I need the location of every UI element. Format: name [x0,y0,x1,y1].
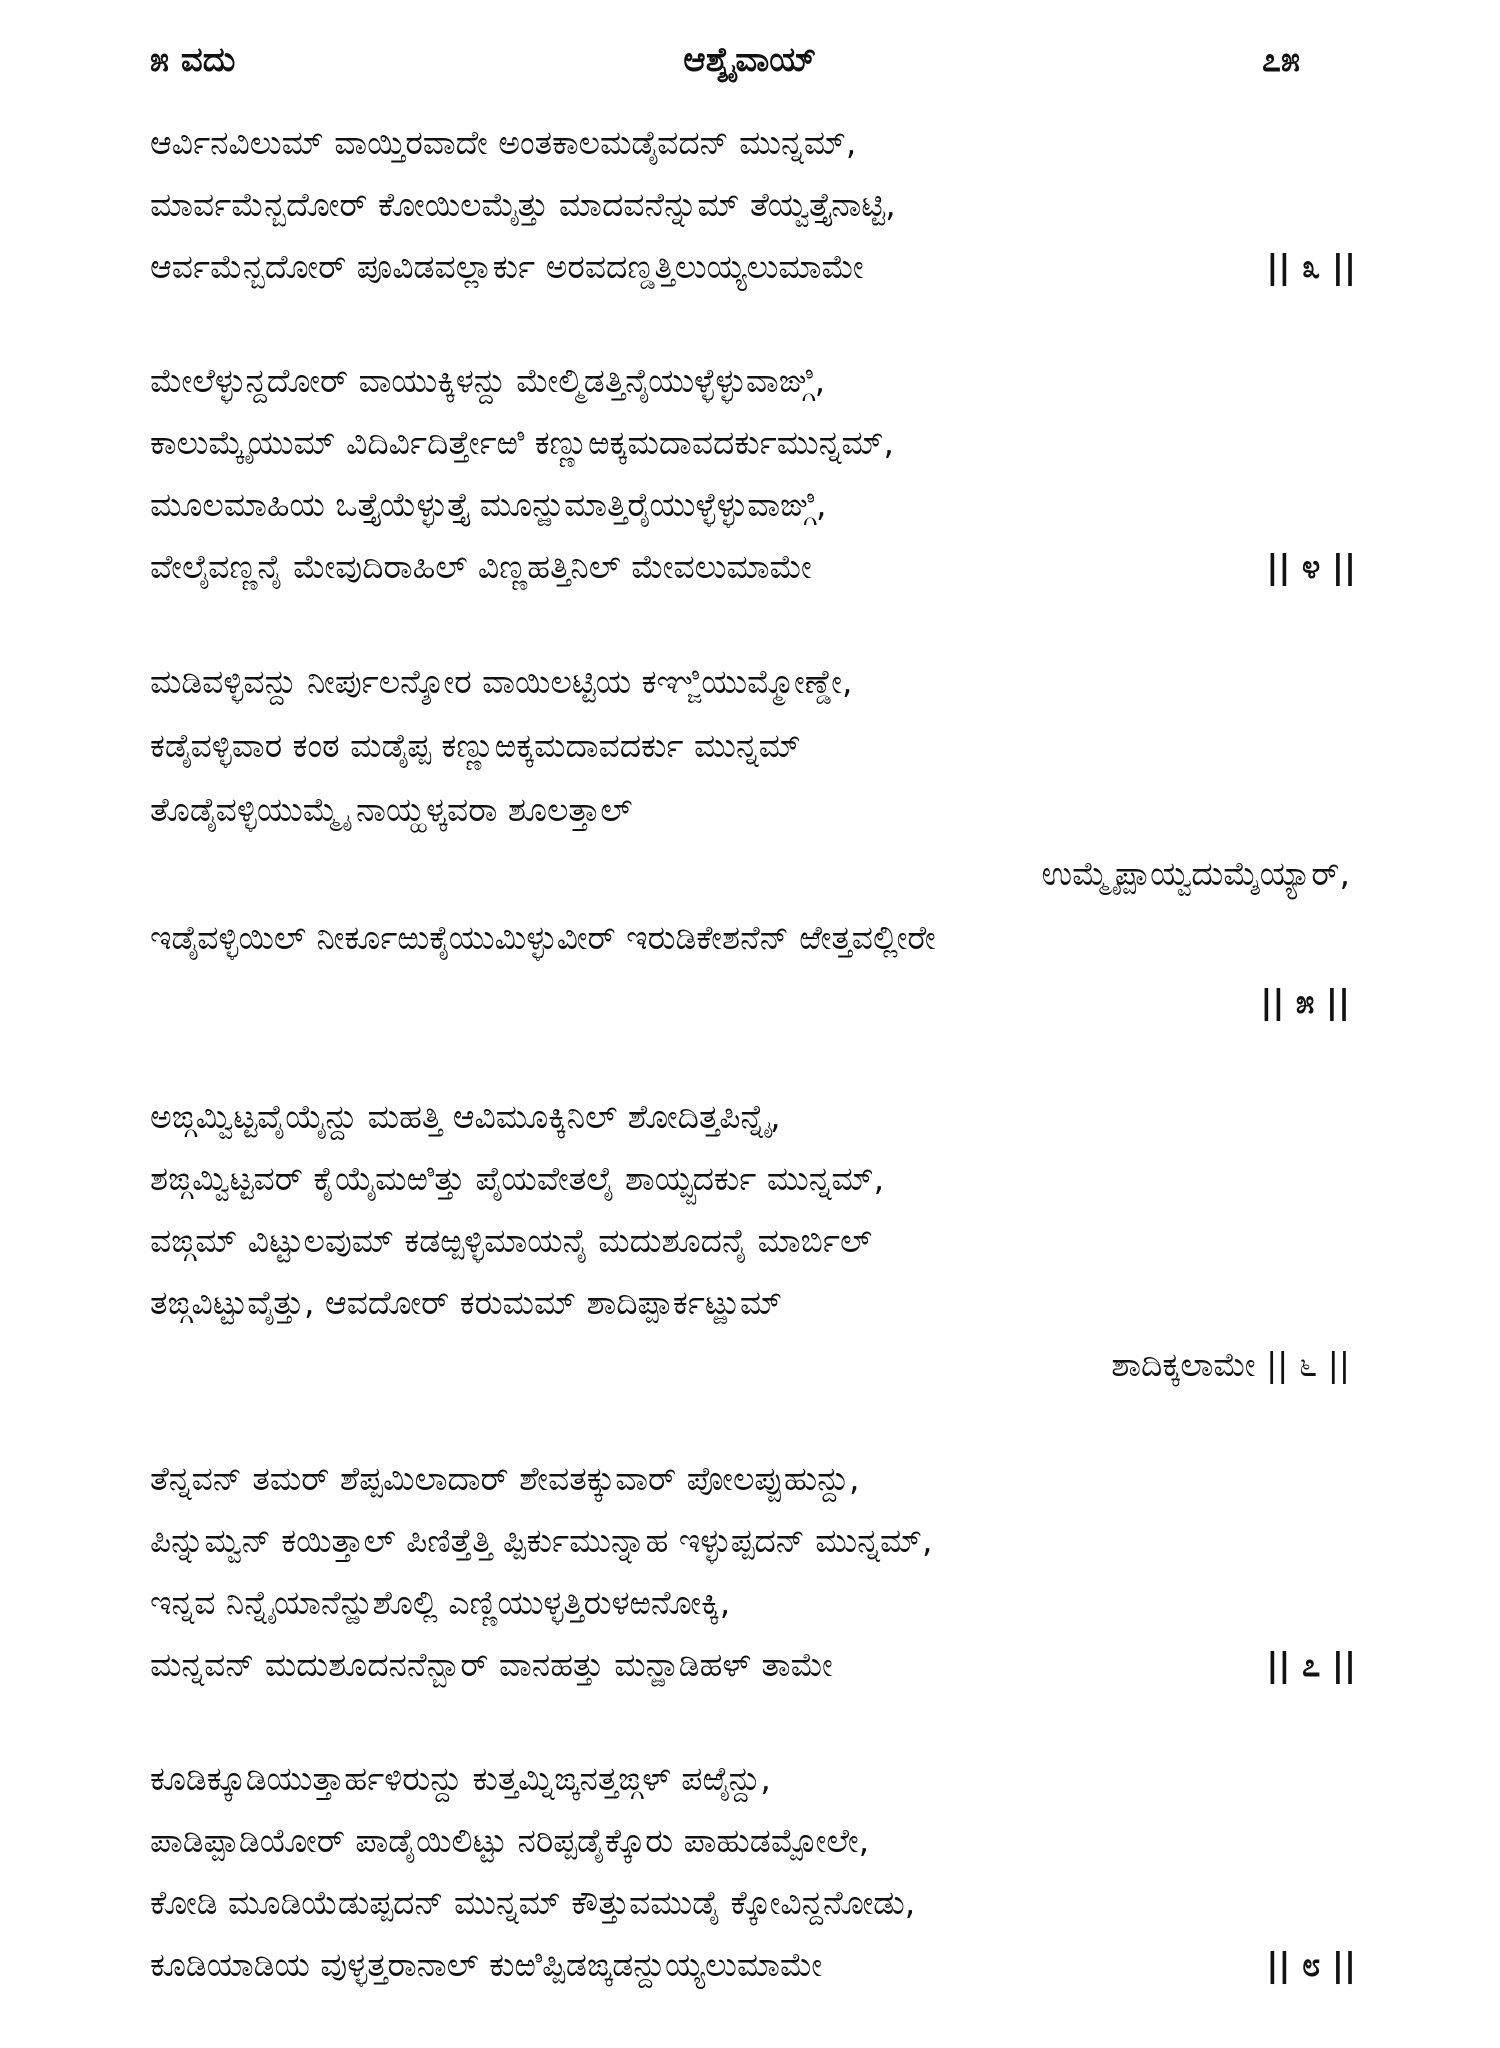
stanza-3 [150,112,1356,298]
verse-number: || ೬ || [1266,1345,1350,1384]
stanza-7 [150,1448,1356,1696]
verse-line: ಮಾರ್ವಮೆನ್ಬದೋರ್ ಕೋಯಿಲಮೈತ್ತು ಮಾದವನೆನ್ನುಮ್ ತೆಯ್ವತ್ತೈನಾಟ್ಟಿ, [150,185,896,224]
verse-number: || ೩ || [1266,247,1356,286]
verse-line: ಇನ್ನವ ನಿನ್ನೈಯಾನೆನ್ಱುಶೊಲ್ಲಿ ಎಣ್ಣಿಯುಳ್ಳತ್ತಿರುಳಱನೋಕ್ಕಿ, [150,1583,731,1622]
verse-line: ಅಙ್ಗಮ್ವಿಟ್ಟವೈಯೈನ್ದು ಮಹತ್ತಿ ಆವಿಮೂಕ್ಕಿನಿಲ್ ಶೋದಿತ್ತಪಿನ್ನೈ, [150,1097,781,1136]
verse-line [150,1634,1356,1696]
page-title: ಆಶ್ಶೈವಾಯ್ [683,40,817,80]
verse-line-text: ಕೂಡಿಯಾಡಿಯ ವುಳ್ಳತ್ತರಾನಾಲ್ ಕುಱಿಪ್ಪಿಡಙ್ಕಡನ್ದುಯ್ಯಲುಮಾಮೇ [150,1945,823,1984]
verse-line: ಕಾಲುಮ್ಕೈಯುಮ್ ವಿದಿರ್ವಿದಿರ್ತ್ತೇಱಿ ಕಣ್ಣುಱಕ್ಕಮದಾವದರ್ಕುಮುನ್ನಮ್, [150,423,895,462]
verse-line-text: ಮನ್ನವನ್ ಮದುಶೂದನನೆನ್ಬಾರ್ ವಾನಹತ್ತು ಮನ್ಱಾಡಿಹಳ್ ತಾಮೇ [150,1645,833,1684]
verse-line: ಆರ್ವಿನವಿಲುಮ್ ವಾಯ್ತಿರವಾದೇ ಅಂತಕಾಲಮಡೈವದನ್ ಮುನ್ನಮ್, [150,123,857,162]
verse-line [150,1934,1356,1996]
verse-line: ತೊಡೈವಳ್ಳಿಯುಮ್ಮೈ ನಾಯ್ಹಳ್ಕವರಾ ಶೂಲತ್ತಾಲ್ [150,790,633,829]
verse-number: || ೮ || [1266,1945,1356,1984]
page-header [0,40,1500,100]
verse-line: ತೆನ್ನವನ್ ತಮರ್ ಶೆಪ್ಪಮಿಲಾದಾರ್ ಶೇವತಕ್ಕುವಾರ್ ಪೋಲಪ್ಪುಹುನ್ದು, [150,1459,860,1498]
verse-line: ಕೋಡಿ ಮೂಡಿಯೆಡುಪ್ಪದನ್ ಮುನ್ನಮ್ ಕೌತ್ತುವಮುಡೈ ಕ್ಕೋವಿನ್ದನೋಡು, [150,1883,916,1922]
verse-line-text: ವೇಲೈವಣ್ಣನೈ ಮೇವುದಿರಾಹಿಲ್ ವಿಣ್ಣಹತ್ತಿನಿಲ್ ಮೇವಲುಮಾಮೇ [150,547,812,586]
verse-line: ಶಙ್ಗಮ್ವಿಟ್ಟವರ್ ಕೈಯೈಮಱಿತ್ತು ಪೈಯವೇತಲೈ ಶಾಯ್ಪ್ಪದರ್ಕು ಮುನ್ನಮ್, [150,1159,885,1198]
verse-line: ತಙ್ಗವಿಟ್ಟುವೈತ್ತು, ಆವದೋರ್ ಕರುಮಮ್ ಶಾದಿಪ್ಪಾರ್ಕಟ್ಱುಮ್ [150,1283,782,1322]
verse-line-continuation: ಉಮ್ಮೈಪ್ಪಾಯ್ವದುಮ್ಶೆಯ್ಯಾರ್, [1041,854,1350,893]
verse-line: ಪಾಡಿಪ್ಪಾಡಿಯೋರ್ ಪಾಡೈಯಿಲಿಟ್ಟು ನರಿಪ್ಪಡೈಕ್ಕೊರು ಪಾಹುಡಮ್ಪೋಲೇ, [150,1821,870,1860]
header-left-label: ೫ ವದು [150,40,236,80]
stanza-4 [150,350,1356,598]
verse-line: ಮೇಲೆಳ್ಳುನ್ದದೋರ್ ವಾಯುಕ್ಕಿಳನ್ದು ಮೇಲ್ಮಿಡತ್ತಿನೈಯುಳ್ಳೆಳ್ಳುವಾಙ್ಗಿ, [150,361,826,400]
verse-number: || ೪ || [1266,547,1356,586]
stanza-5 [150,650,1350,1034]
verse-line-text: ಆರ್ವಮೆನ್ಬದೋರ್ ಪೂವಿಡವಲ್ಲಾರ್ಕು ಅರವದಣ್ಡತ್ತಿಲುಯ್ಯಲುಮಾಮೇ [150,247,864,286]
verse-line [150,536,1356,598]
page-number: ೭೫ [1261,40,1300,80]
verse-number: || ೭ || [1266,1645,1356,1684]
verse-line: ಕಡೈವಳ್ಳಿವಾರ ಕಂಠ ಮಡೈಪ್ಪ ಕಣ್ಣುಱಕ್ಕಮದಾವದರ್ಕು ಮುನ್ನಮ್ [150,726,801,765]
verse-line-continuation [150,1334,1350,1396]
stanza-8 [150,1748,1356,1996]
verse-line: ಮಡಿವಳ್ಳಿವನ್ದು ನೀರ್ಪುಲನ್ಶೋರ ವಾಯಿಲಟ್ಟಿಯ ಕಞ್ಜಿಯುಮ್ಮೋಣ್ಡೇ, [150,662,853,701]
verse-line: ಕೂಡಿಕ್ಕೂಡಿಯುತ್ತಾರ್ಹಳಿರುನ್ದು ಕುತ್ತಮ್ನಿಙ್ಕನತ್ತಙ್ಗಳ್ ಪಱೈನ್ದು, [150,1759,771,1798]
verse-number: || ೫ || [1260,982,1350,1021]
verse-body [150,112,1356,2048]
verse-line [150,236,1356,298]
verse-line: ಪಿನ್ನುಮ್ವನ್ ಕಯಿತ್ತಾಲ್ ಪಿಣಿತ್ತೆತ್ತಿ ಪ್ಪಿರ್ಕುಮುನ್ನಾಹ ಇಳ್ಳುಪ್ಪದನ್ ಮುನ್ನಮ್, [150,1521,933,1560]
stanza-6 [150,1086,1350,1396]
verse-line: ವಙ್ಗಮ್ ವಿಟ್ಟುಲವುಮ್ ಕಡಱ್ಪಳ್ಳಿಮಾಯನೈ ಮದುಶೂದನೈ ಮಾರ್ಬಿಲ್ [150,1221,873,1260]
verse-line: ಇಡೈವಳ್ಳಿಯಿಲ್ ನೀರ್ಕೂಱುಕೈಯುಮಿಳ್ಳುವೀರ್ ಇರುಡಿಕೇಶನೆನ್ ಱೇತ್ತವಲ್ಲೀರೇ [150,918,936,957]
verse-line-text: ಶಾದಿಕ್ಕಲಾಮೇ [1111,1345,1256,1384]
verse-line: ಮೂಲಮಾಹಿಯ ಒತ್ತೈಯೆಳ್ಳುತ್ತೈ ಮೂನ್ಱುಮಾತ್ತಿರೈಯುಳ್ಳೆಳ್ಳುವಾಙ್ಗಿ, [150,485,827,524]
